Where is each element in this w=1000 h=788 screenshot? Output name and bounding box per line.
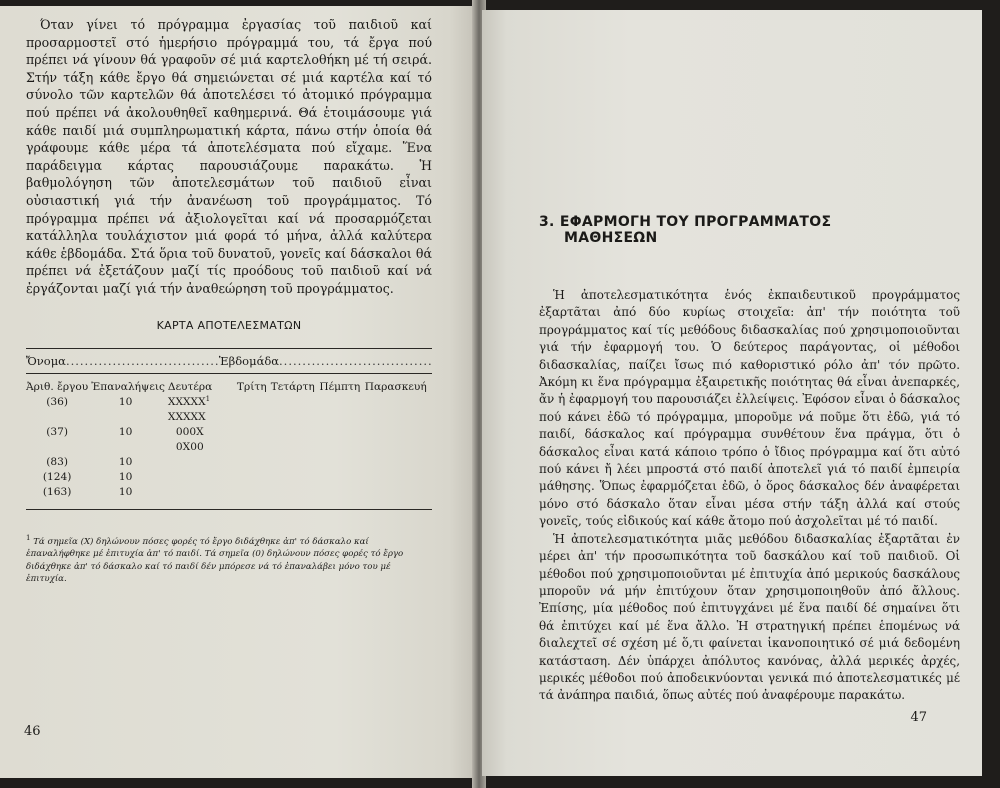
card-title: ΚΑΡΤΑ ΑΠΟΤΕΛΕΣΜΑΤΩΝ [156,318,302,332]
footnote [26,533,432,586]
cell-task-number: (124) [42,470,72,483]
name-week-row [26,354,432,368]
cell-task-number: (37) [46,425,68,438]
header-friday: Παρασκευή [364,380,427,393]
name-label: Ὄνομα [26,353,66,368]
cell-monday-marks: XXXXX [167,395,206,408]
header-task-number: Ἀριθ. ἔργου [26,380,89,393]
table-row [26,411,432,426]
footnote-ref: 1 [205,394,211,403]
left-page [0,6,478,778]
right-page [482,10,982,776]
cell-task-number [26,441,91,456]
header-wednesday: Τετάρτη [270,380,315,393]
header-tuesday: Τρίτη [236,380,267,393]
header-monday: Δευτέρα [167,380,213,393]
table-header-row [26,381,432,396]
cell-monday [168,486,237,501]
card-rule-top [26,348,432,349]
left-paragraph: Όταν γίνει τό πρόγραμμα ἐργασίας τοῦ παιδιοῦ καί προσαρμοστεῖ στό ἡμερήσιο πρόγραμμά του, τά ἔργα πού πρέπει νά γίνουν θά γραφοῦν σέ μιά καρτελοθήκη μέ τή σειρά. Στήν τάξη κάθε ἔργο θά σημειώνεται σέ μιά καρτέλα καί τό σύνολο τῶν καρτελῶν θά ἀποτελέσει τό ἀτομικό πρόγραμμα πού πρέπει νά ἀκολουθηθεῖ καθημερινά. Θά ἑτοιμάσουμε γιά κάθε παιδί μιά συμπληρωματική κάρτα, πάνω στήν ὁποία θά γράφουμε κάθε μέρα τά ἀποτελέσματα πού εἴχαμε. Ἕνα παράδειγμα κάρτας παρουσιάζουμε παρακάτω. Ἡ βαθμολόγηση τῶν ἀποτελεσμάτων τοῦ παιδιοῦ εἶναι οὐσιαστική γιά τήν ἀνανέωση τοῦ προγράμματος. Τό πρόγραμμα πρέπει νά ἀξιολογεῖται καί νά προσαρμόζεται κατάλληλα τουλάχιστον μιά φορά τό μήνα, ἀλλά καλύτερα κάθε ἑβδομάδα. Στά ὅρια τοῦ δυνατοῦ, γονεῖς καί δάσκαλοι θά πρέπει νά ἐξετάζουν μαζί τίς προόδους τοῦ παιδιοῦ καί νά ἐργάζονται μαζί γιά τήν ἀναθεώρηση τοῦ προγράμματος. [26,17,432,296]
page-number-right: 47 [910,710,927,725]
table-row [26,441,432,456]
cell-monday [168,396,237,411]
table-row [26,426,432,441]
week-dots [279,354,432,368]
cell-repetitions: 10 [118,425,133,438]
cell-monday: XXXXX [167,410,206,423]
footnote-mark: 1 [26,533,31,542]
page-number-left: 46 [24,724,41,739]
cell-repetitions: 10 [118,455,133,468]
results-table [26,381,432,501]
card-rule-mid [26,373,432,374]
week-label: Ἑβδομάδα [218,353,280,368]
cell-monday: 0X00 [175,440,204,453]
table-row [26,486,432,501]
footnote-text: Τά σημεῖα (X) δηλώνουν πόσες φορές τό ἔργο διδάχθηκε ἀπ' τό δάσκαλο καί ἐπαναλήφθηκε μέ ἐπιτυχία ἀπ' τό παιδί. Τά σημεῖα (0) δηλώνουν πόσες φορές τό ἔργο διδάχθηκε ἀπ' τό δάσκαλο καί τό παιδί δέν μπόρεσε νά τό ἐπαναλάβει μόνο του μέ ἐπιτυχία. [26,536,404,585]
cell-task-number [26,411,91,426]
cell-repetitions [91,411,168,426]
header-repetitions: Ἐπαναλήψεις [91,380,165,393]
right-paragraph-1: Ἡ ἀποτελεσματικότητα ἑνός ἐκπαιδευτικοῦ προγράμματος ἐξαρτᾶται ἀπό δύο κυρίως στοιχεῖα: ἀπ' τήν ποιότητα τοῦ προγράμματος καί τίς μεθόδους διδασκαλίας πού χρησιμοποιοῦνται γιά τήν ἐφαρμογή του. Ὁ δεύτερος παράγοντας, οἱ μέθοδοι διδασκαλίας, παίζει ἴσως πιό καθοριστικό ρόλο ἀπ' τόν πρῶτο. Ἀκόμη κι ἕνα πρόγραμμα ἐξαιρετικῆς ποιότητας θά εἶναι ἀνεπαρκές, ἄν ἡ ἐφαρμογή του παρουσιάζει ἐλλείψεις. Ἐφόσον εἶναι ὁ δάσκαλος πού κάνει ἐδῶ τό πρόγραμμα, μποροῦμε νά ποῦμε ὅτι ἐδῶ, γιά τό παιδί, δάσκαλος καί πρόγραμμα συνθέτουν ἕνα πράγμα, ὅτι ὁ δάσκαλος εἶναι κατά κάποιο τρόπο ὁ ἴδιος πρόγραμμα καί ὅτι αὐτό πού κάνει ἤ λέει μπροστά στό παιδί ἀποτελεῖ γιά τό παιδί ἐμπειρία μάθησης. Ὅπως ἐφαρμόζεται ἐδῶ, ὁ ὅρος δάσκαλος δέν ἀναφέρεται μόνο στό δάσκαλο ὅταν εἶναι μέσα στήν τάξη ἀλλά καί στούς γονεῖς, τούς εἰδικούς καί κάθε ἄτομο πού ἀσχολεῖται μέ τό παιδί. [539,288,960,529]
cell-repetitions: 10 [118,485,133,498]
cell-repetitions [91,441,168,456]
cell-task-number: (163) [42,485,72,498]
table-row [26,471,432,486]
chapter-heading-line2: ΜΑΘΗΣΕΩΝ [564,230,658,246]
cell-monday [168,471,237,486]
cell-task-number: (83) [46,455,68,468]
chapter-heading [539,214,960,246]
cell-monday [168,456,237,471]
chapter-heading-line1: 3. ΕΦΑΡΜΟΓΗ ΤΟΥ ΠΡΟΓΡΑΜΜΑΤΟΣ [539,214,832,230]
header-thursday: Πέμπτη [319,380,361,393]
cell-repetitions: 10 [118,395,133,408]
cell-task-number: (36) [46,395,68,408]
right-paragraph-2: Ἡ ἀποτελεσματικότητα μιᾶς μεθόδου διδασκαλίας ἐξαρτᾶται ἐν μέρει ἀπ' τήν προσωπικότητα τοῦ δασκάλου καί τοῦ παιδιοῦ. Οἱ μέθοδοι πού χρησιμοποιοῦνται μέ ἐπιτυχία ἀπό μερικούς δασκάλους μποροῦν νά μήν ἐπιτύχουν ὅταν χρησιμοποιηθοῦν ἀπό ἄλλους. Ἐπίσης, μία μέθοδος πού ἐπιτυγχάνει μέ ἕνα παιδί δέ σημαίνει ὅτι θά ἐπιτύχει καί μέ ἕνα ἄλλο. Ἡ στρατηγική πρέπει ἑπομένως νά διαλεχτεῖ σέ σχέση μέ ὅ,τι φαίνεται ἱκανοποιητικό σέ μιά δεδομένη κατάσταση. Δέν ὑπάρχει ἀπόλυτος κανόνας, ἀλλά μερικές ἀρχές, μερικές μέθοδοι πού ἀποδεικνύονται γενικά πιό ἀποτελεσματικές μέ τά ἀνάπηρα παιδιά, ὅπως αὐτές πού ἀναφέρουμε παρακάτω. [539,531,960,703]
table-row [26,396,432,411]
cell-repetitions: 10 [118,470,133,483]
name-dots [66,354,219,368]
table-row [26,456,432,471]
card-rule-bottom [26,509,432,510]
cell-monday: 000X [175,425,204,438]
